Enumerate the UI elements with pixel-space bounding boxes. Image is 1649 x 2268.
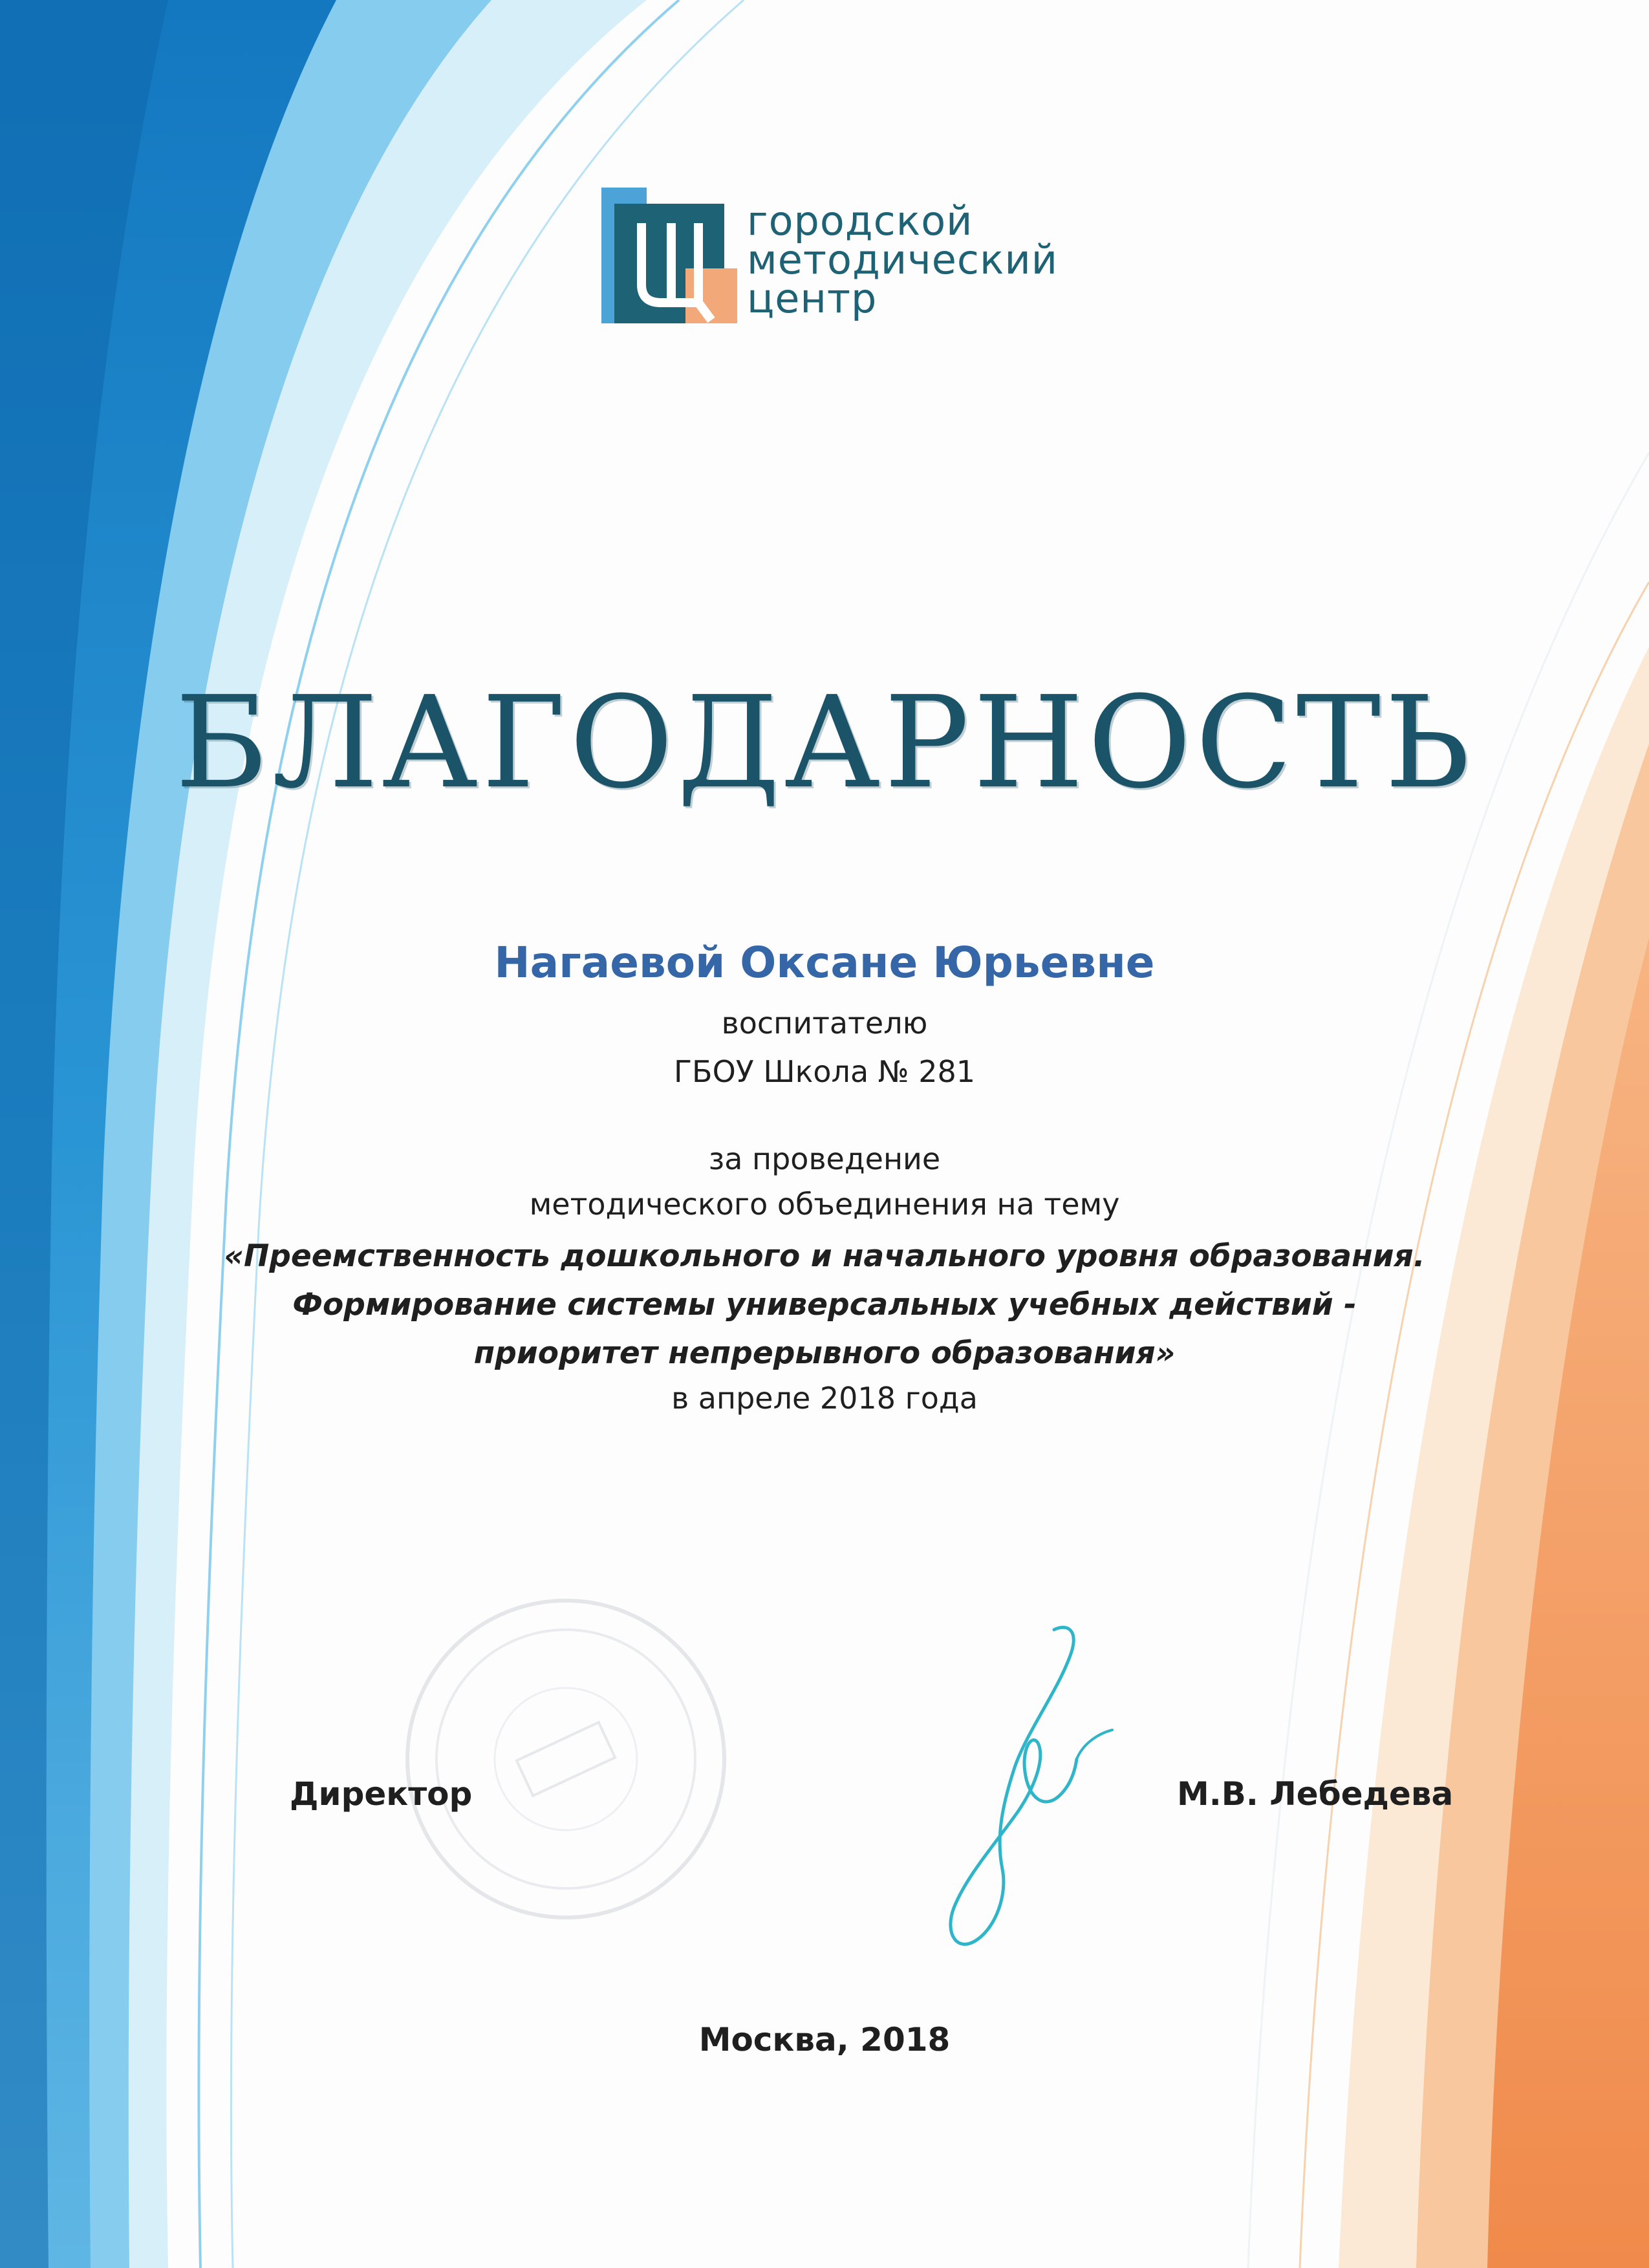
logo-line-3: центр xyxy=(747,275,878,322)
recipient-position: воспитателю xyxy=(721,1006,928,1041)
topic-line-2: Формирование системы универсальных учебных действий - xyxy=(292,1287,1357,1323)
reason-date: в апреле 2018 года xyxy=(671,1381,978,1416)
signature-icon xyxy=(905,1617,1151,1960)
recipient-name: Нагаевой Оксане Юрьевне xyxy=(494,938,1155,988)
logo xyxy=(601,188,1067,327)
recipient-organization: ГБОУ Школа № 281 xyxy=(673,1054,976,1089)
logo-mark-icon xyxy=(601,188,737,323)
topic-line-1: «Преемственность дошкольного и начального уровня образования. xyxy=(224,1238,1425,1274)
place-year: Москва, 2018 xyxy=(698,2021,951,2058)
logo-line-1: городской xyxy=(747,197,973,244)
signatory-role: Директор xyxy=(290,1775,473,1813)
logo-line-2: методический xyxy=(747,236,1059,283)
signatory-name: М.В. Лебедева xyxy=(1177,1775,1454,1813)
certificate-title: БЛАГОДАРНОСТЬ xyxy=(175,669,1474,817)
stamp-icon xyxy=(398,1591,734,1927)
topic-line-3: приоритет непрерывного образования» xyxy=(473,1335,1176,1371)
reason-line-2: методического объединения на тему xyxy=(529,1187,1120,1222)
logo-text xyxy=(747,197,1059,322)
reason-line-1: за проведение xyxy=(708,1141,941,1176)
